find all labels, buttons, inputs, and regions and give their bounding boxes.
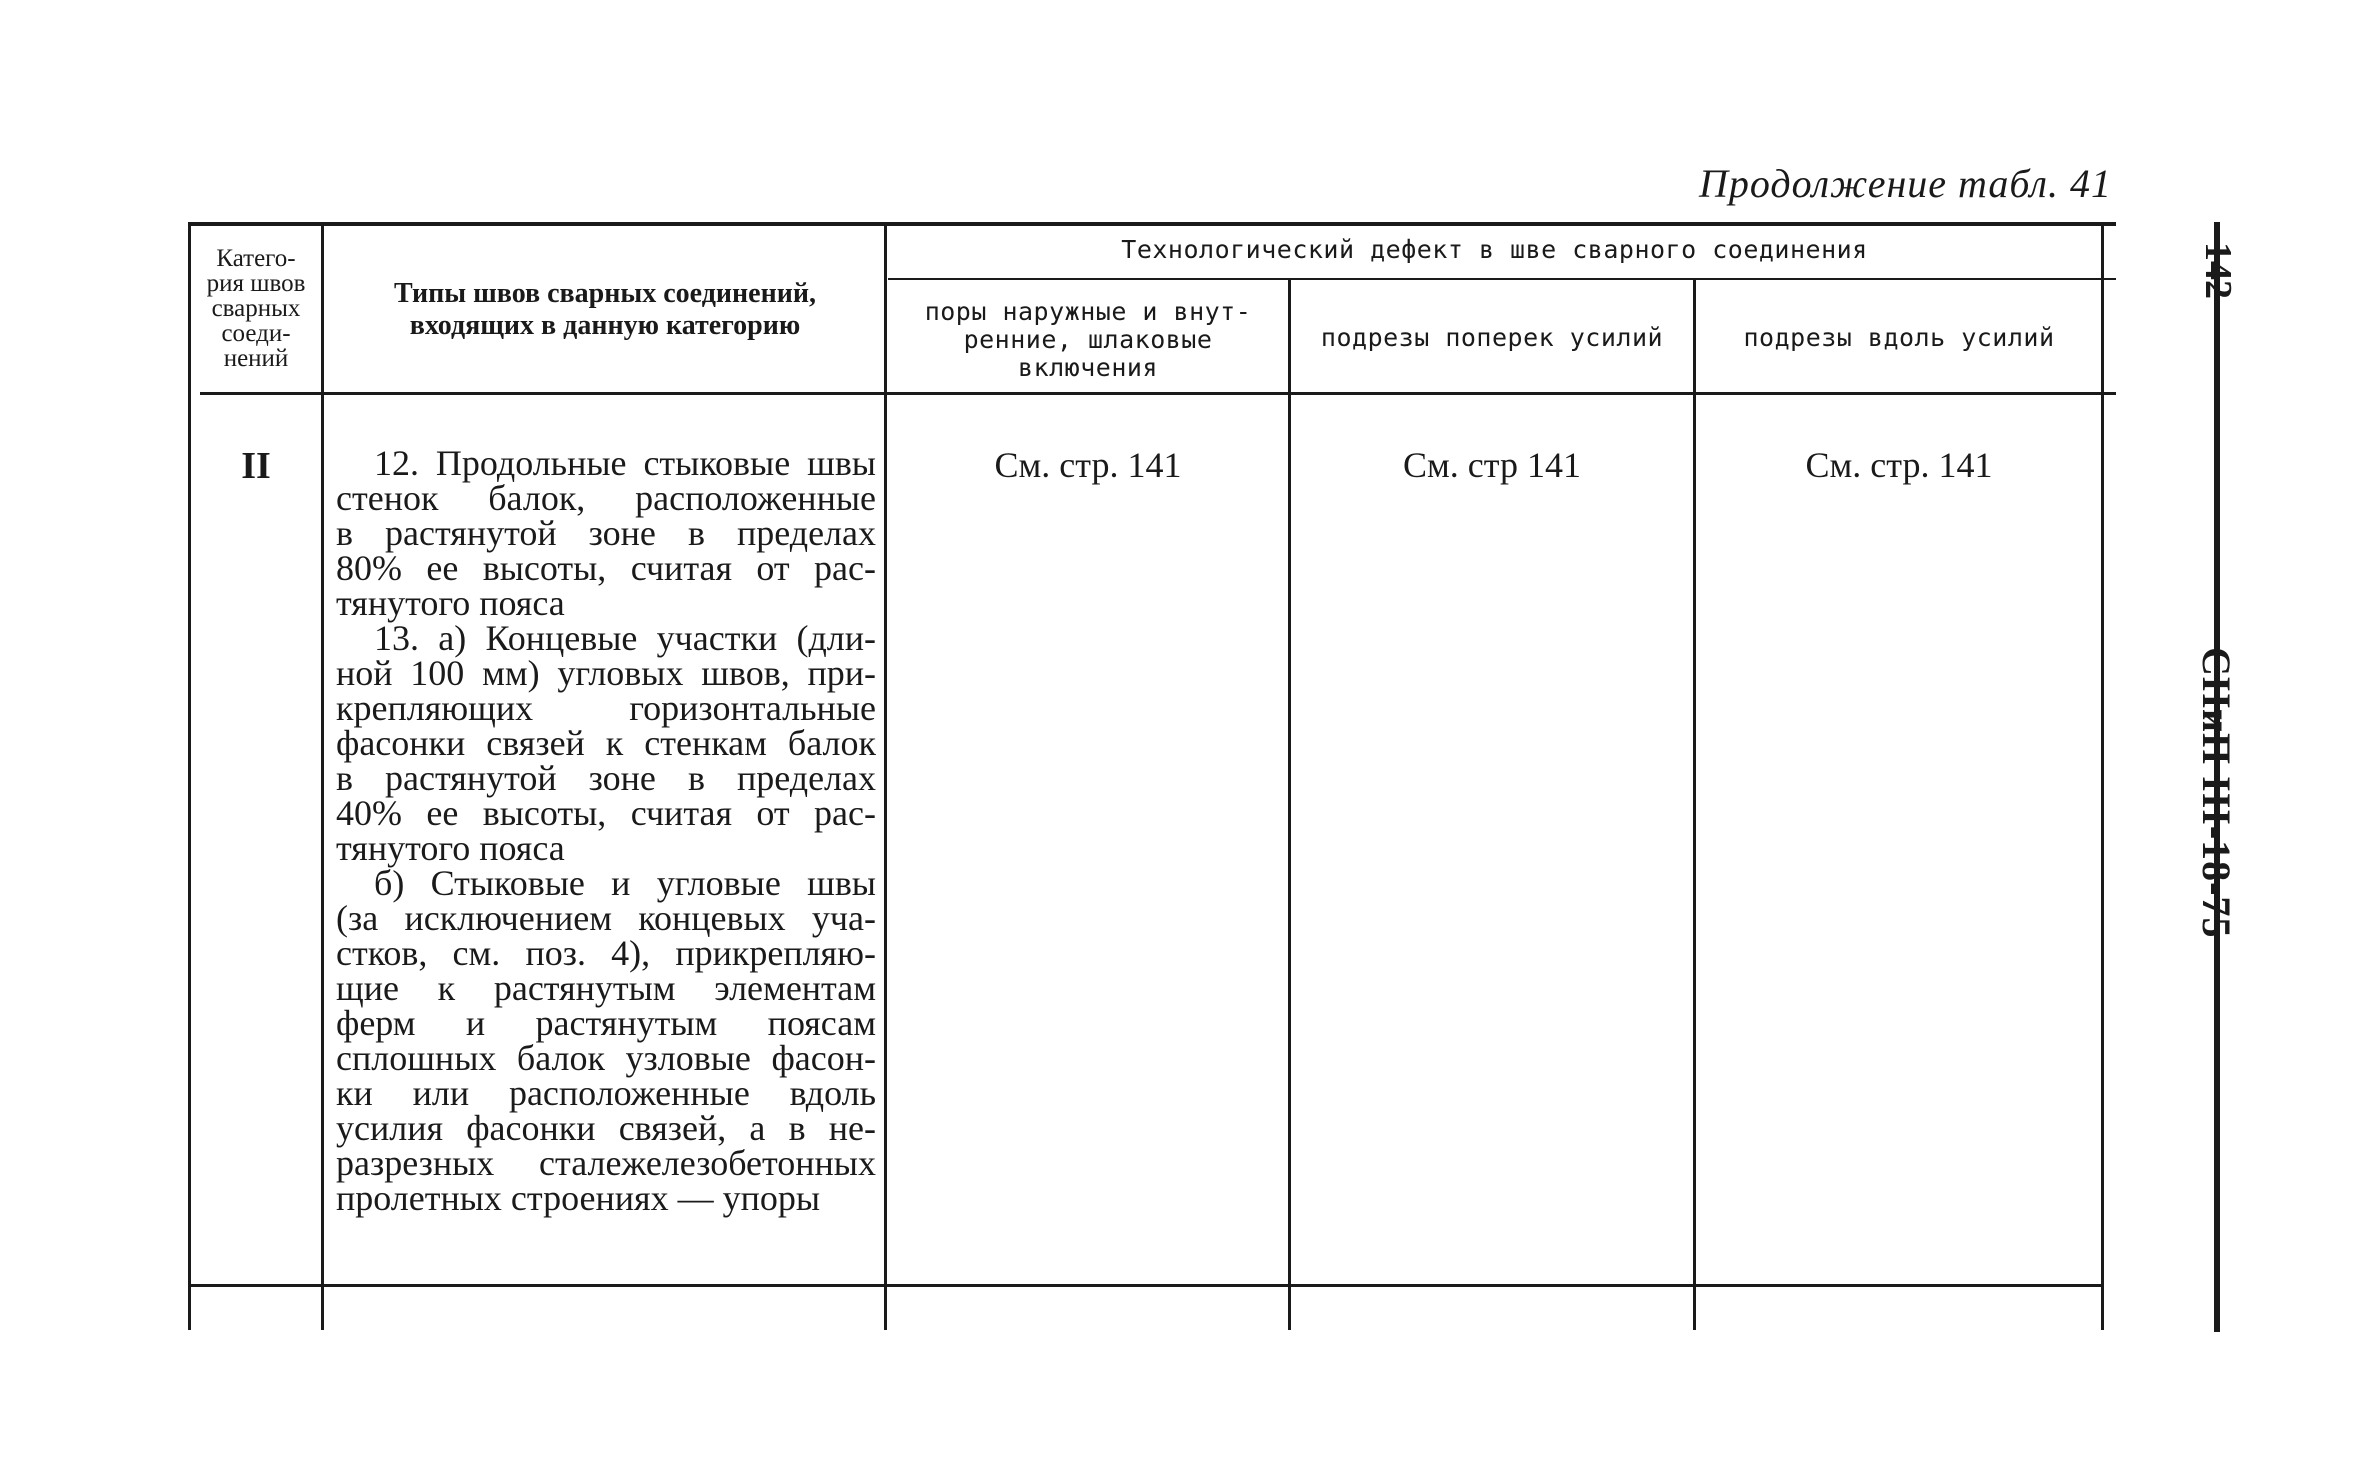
header-types xyxy=(328,278,882,342)
types-text-line: пролетных строениях — упоры xyxy=(336,1178,821,1218)
types-text-line: ки или расположенные вдоль xyxy=(336,1073,876,1113)
row-along-ref: См. стр. 141 xyxy=(1805,445,1993,485)
document-code: СНиП III-18-75 xyxy=(2194,647,2239,939)
types-text-line: б) Стыковые и угловые швы xyxy=(374,863,876,903)
header-bottom-border xyxy=(200,392,2116,395)
types-text-line: ной 100 мм) угловых швов, при- xyxy=(336,653,876,693)
col-divider-2 xyxy=(884,222,887,1330)
types-text-line: щие к растянутым элементам xyxy=(336,968,876,1008)
defect-table xyxy=(188,222,2116,1330)
header-category-line: сварных xyxy=(211,295,301,322)
header-pores-line: включения xyxy=(1018,353,1158,382)
types-text-line: стенок балок, расположенные xyxy=(336,478,876,518)
header-defect-across: подрезы поперек усилий xyxy=(1320,323,1664,352)
types-text-line: тянутого пояса xyxy=(336,828,565,868)
row-types-cell xyxy=(336,443,876,1218)
types-text-line: стков, см. поз. 4), прикрепляю- xyxy=(336,933,876,973)
types-text-line: крепляющих горизонтальные xyxy=(336,688,876,728)
header-category-line: нений xyxy=(223,345,289,372)
col-divider-1 xyxy=(321,222,324,1330)
types-text-line: (за исключением концевых уча- xyxy=(336,898,876,938)
header-category-line: соеди- xyxy=(221,320,291,347)
header-types-line: входящих в данную категорию xyxy=(409,310,801,341)
header-pores-line: ренние, шлаковые xyxy=(963,325,1213,354)
row-across-ref: См. стр 141 xyxy=(1403,445,1581,485)
header-defect-group: Технологический дефект в шве сварного соединения xyxy=(1121,235,1868,264)
header-pores-line: поры наружные и внут- xyxy=(924,297,1252,326)
table-continuation-label: Продолжение табл. 41 xyxy=(1698,161,2112,206)
types-text-line: в растянутой зоне в пределах xyxy=(336,513,876,553)
types-text-line: в растянутой зоне в пределах xyxy=(336,758,876,798)
types-text-line: 12. Продольные стыковые швы xyxy=(374,443,876,483)
col-divider-3 xyxy=(1288,280,1291,1330)
types-text-line: тянутого пояса xyxy=(336,583,565,623)
row-pores-ref: См. стр. 141 xyxy=(994,445,1182,485)
header-defect-along: подрезы вдоль усилий xyxy=(1743,323,2055,352)
types-text-line: разрезных сталежелезобетонных xyxy=(336,1143,876,1183)
types-text-line: фасонки связей к стенкам балок xyxy=(336,723,876,763)
types-text-line: 40% ее высоты, считая от рас- xyxy=(336,793,876,833)
types-text-line: усилия фасонки связей, а в не- xyxy=(336,1108,876,1148)
page-number: 142 xyxy=(2197,242,2239,299)
types-text-line: 13. а) Концевые участки (дли- xyxy=(374,618,876,658)
page-margin-band xyxy=(2194,222,2274,1332)
header-defect-pores xyxy=(888,298,1288,382)
types-text-line: ферм и растянутым поясам xyxy=(336,1003,876,1043)
row-bottom-border xyxy=(188,1284,2104,1287)
row-category: II xyxy=(241,445,271,487)
table-right-border xyxy=(2101,222,2104,1330)
header-category xyxy=(192,246,320,371)
table-top-border xyxy=(188,222,2116,226)
col-divider-4 xyxy=(1693,280,1696,1330)
header-category-line: Катего- xyxy=(216,245,296,272)
defect-subheader-line xyxy=(888,278,2116,280)
header-category-line: рия швов xyxy=(206,270,306,297)
table-left-border xyxy=(188,222,191,1330)
types-text-line: сплошных балок узловые фасон- xyxy=(336,1038,876,1078)
header-types-line: Типы швов сварных соединений, xyxy=(394,278,816,309)
types-text-line: 80% ее высоты, считая от рас- xyxy=(336,548,876,588)
